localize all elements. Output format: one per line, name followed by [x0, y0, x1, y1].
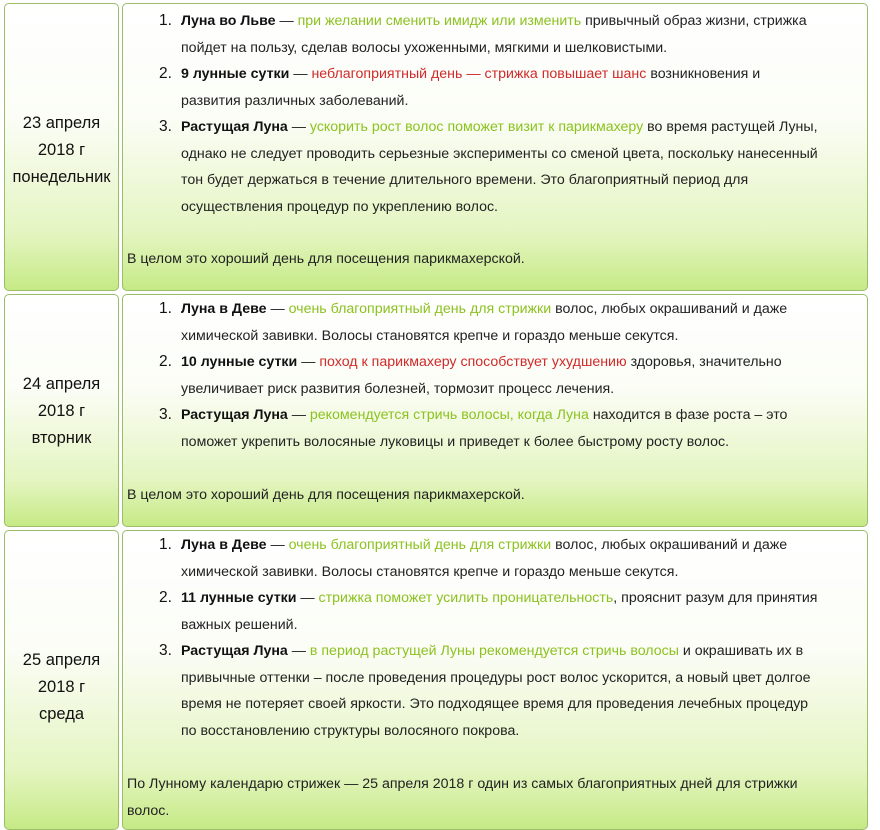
- forecast-list: [123, 295, 867, 455]
- item-title: 9 лунные сутки: [181, 66, 290, 82]
- day-summary: В целом это хороший день для посещения парикмахерской.: [127, 251, 525, 267]
- list-item: 2. 9 лунные сутки — неблагоприятный день — стрижка повышает шанс возникновения и развития различных заболеваний.: [159, 65, 761, 109]
- content-cell: [122, 530, 868, 830]
- item-highlight: неблагоприятный день — стрижка повышает шанс: [311, 66, 647, 82]
- item-title: Луна в Деве: [181, 301, 267, 317]
- item-highlight: ускорить рост волос поможет визит к парикмахеру: [309, 119, 644, 135]
- table-row: [0, 528, 880, 824]
- forecast-list: [123, 531, 867, 744]
- date-label: [5, 647, 118, 728]
- list-item: 1. Луна в Деве — очень благоприятный день для стрижки волос, любых окрашиваний и даже химической завивки. Волосы становятся крепче и гораздо меньше секутся.: [159, 300, 788, 344]
- item-title: 11 лунные сутки: [181, 590, 297, 606]
- date-weekday: среда: [38, 705, 85, 723]
- item-highlight: при желании сменить имидж или изменить: [297, 13, 582, 29]
- item-title: 10 лунные сутки: [181, 354, 298, 370]
- list-item: 1. Луна в Деве — очень благоприятный день для стрижки волос, любых окрашиваний и даже химической завивки. Волосы становятся крепче и гораздо меньше секутся.: [159, 536, 788, 580]
- day-summary: По Лунному календарю стрижек — 25 апреля 2018 г один из самых благоприятных дней для стрижки волос.: [127, 776, 798, 819]
- date-year: 2018 г: [37, 402, 86, 420]
- item-highlight: стрижка поможет усилить проницательность: [318, 590, 614, 606]
- item-highlight: поход к парикмахеру способствует ухудшению: [319, 354, 627, 370]
- item-highlight: очень благоприятный день для стрижки: [288, 537, 552, 553]
- list-item: 3. Растущая Луна — в период растущей Луны рекомендуется стричь волосы и окрашивать их в привычные оттенки – после проведения процедуры рост волос ускорится, а новый цвет долгое время не потеряет своей яркости. Это подходящее время для проведения лечебных процедур по восстановлению структуры волосяного покрова.: [159, 642, 811, 739]
- item-highlight: очень благоприятный день для стрижки: [288, 301, 552, 317]
- date-label: [5, 371, 118, 452]
- table-row: [0, 292, 880, 528]
- item-title: Растущая Луна: [181, 407, 288, 423]
- date-year: 2018 г: [37, 678, 86, 696]
- date-year: 2018 г: [37, 141, 86, 159]
- content-cell: [122, 294, 868, 527]
- date-day: 24 апреля: [22, 375, 101, 393]
- list-item: 3. Растущая Луна — ускорить рост волос поможет визит к парикмахеру во время растущей Луны, однако не следует проводить серьезные эксперименты со сменой цвета, поскольку нанесенный тон будет держаться в течение длительного времени. Это благоприятный период для осуществления процедур по укреплению волос.: [159, 118, 818, 215]
- date-cell: [4, 294, 119, 527]
- date-day: 25 апреля: [22, 651, 101, 669]
- item-title: Растущая Луна: [181, 119, 288, 135]
- date-day: 23 апреля: [22, 114, 101, 132]
- list-item: 2. 10 лунные сутки — поход к парикмахеру способствует ухудшению здоровья, значительно увеличивает риск развития болезней, тормозит процесс лечения.: [159, 353, 782, 397]
- date-cell: [4, 3, 119, 291]
- list-item: 2. 11 лунные сутки — стрижка поможет усилить проницательность, прояснит разум для принятия важных решений.: [159, 589, 818, 633]
- item-title: Луна в Деве: [181, 537, 267, 553]
- item-title: Растущая Луна: [181, 643, 288, 659]
- day-summary: В целом это хороший день для посещения парикмахерской.: [127, 487, 525, 503]
- table-row: [0, 0, 880, 292]
- item-highlight: рекомендуется стричь волосы, когда Луна: [309, 407, 589, 423]
- item-title: Луна во Льве: [181, 13, 276, 29]
- list-item: 3. Растущая Луна — рекомендуется стричь волосы, когда Луна находится в фазе роста – это поможет укрепить волосяные луковицы и приведет к более быстрому росту волос.: [159, 406, 788, 450]
- forecast-list: [123, 4, 867, 220]
- date-weekday: вторник: [31, 429, 92, 447]
- date-cell: [4, 530, 119, 830]
- date-weekday: понедельник: [12, 168, 111, 186]
- item-highlight: в период растущей Луны рекомендуется стричь волосы: [309, 643, 679, 659]
- list-item: 1. Луна во Льве — при желании сменить имидж или изменить привычный образ жизни, стрижка пойдет на пользу, сделав волосы ухоженными, мягкими и шелковистыми.: [159, 12, 807, 56]
- content-cell: [122, 3, 868, 291]
- date-label: [5, 110, 118, 191]
